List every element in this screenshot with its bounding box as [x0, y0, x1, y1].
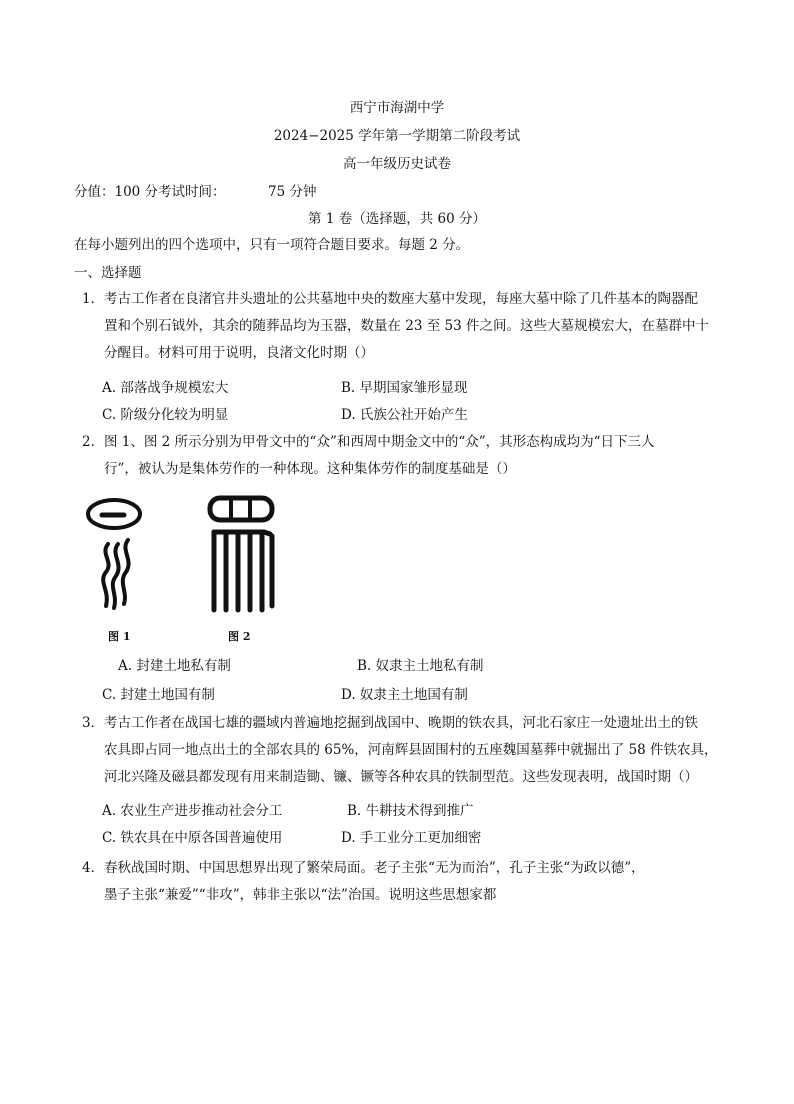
question-3-line-1: 考古工作者在战国七雄的疆域内普遍地挖掘到战国中、晚期的铁农具，河北石家庄一处遗址出土的铁 — [104, 715, 698, 731]
part-title: 第 1 卷（选择题，共 60 分） — [308, 211, 486, 227]
question-2-option-c[interactable]: C. 封建土地国有制 — [102, 687, 215, 703]
question-4-line-1: 春秋战国时期、中国思想界出现了繁荣局面。老子主张“无为而治”，孔子主张“为政以德”， — [104, 860, 645, 876]
question-2-line-2: 行”，被认为是集体劳作的一种体现。这种集体劳作的制度基础是（） — [104, 461, 516, 477]
question-1-option-c[interactable]: C. 阶级分化较为明显 — [102, 407, 229, 423]
question-1-line-2: 置和个别石钺外，其余的随葬品均为玉器，数量在 23 至 53 件之间。这些大墓规模宏大，在墓群中十 — [104, 318, 710, 334]
question-3-option-b[interactable]: B. 牛耕技术得到推广 — [347, 803, 474, 819]
figure-1-oracle-bone-character — [80, 494, 152, 616]
question-3-option-c[interactable]: C. 铁农具在中原各国普遍使用 — [102, 830, 283, 846]
question-2-option-b[interactable]: B. 奴隶主土地私有制 — [357, 658, 484, 674]
question-1-option-b[interactable]: B. 早期国家雏形显现 — [341, 380, 468, 396]
question-2-line-1: 图 1、图 2 所示分别为甲骨文中的“众”和西周中期金文中的“众”，其形态构成均为“日下三人 — [104, 434, 655, 450]
question-2-option-a[interactable]: A. 封建土地私有制 — [118, 658, 231, 674]
question-1-line-1: 考古工作者在良渚官井头遗址的公共墓地中央的数座大墓中发现，每座大墓中除了几件基本的陶器配 — [104, 291, 698, 307]
exam-term: 2024−2025 学年第一学期第二阶段考试 — [273, 128, 521, 144]
instructions: 在每小题列出的四个选项中，只有一项符合题目要求。每题 2 分。 — [74, 237, 470, 253]
figure-2-caption: 图 2 — [228, 630, 251, 643]
question-3-number: 3． — [82, 715, 105, 731]
question-2-number: 2． — [82, 434, 105, 450]
question-1-option-d[interactable]: D. 氏族公社开始产生 — [341, 407, 468, 423]
exam-duration: 75 分钟 — [268, 184, 317, 200]
question-3-option-a[interactable]: A. 农业生产进步推动社会分工 — [102, 803, 283, 819]
paper-title: 高一年级历史试卷 — [343, 156, 451, 172]
figure-1-caption: 图 1 — [108, 630, 131, 643]
figure-2-bronze-inscription-character — [204, 492, 284, 620]
section-heading: 一、选择题 — [74, 265, 142, 281]
question-4-line-2: 墨子主张“兼爱”“非攻”，韩非主张以“法”治国。说明这些思想家都 — [104, 887, 497, 903]
question-4-number: 4． — [82, 860, 105, 876]
score-time-label: 分值：100 分考试时间： — [74, 184, 226, 200]
question-2-option-d[interactable]: D. 奴隶主土地国有制 — [341, 687, 468, 703]
question-1-line-3: 分醒目。材料可用于说明，良渚文化时期（） — [104, 345, 374, 361]
question-3-line-3: 河北兴隆及磁县都发现有用来制造锄、镰、镢等各种农具的铁制型范。这些发现表明，战国时期（） — [104, 769, 698, 785]
question-3-line-2: 农具即占同一地点出土的全部农具的 65%，河南辉县固围村的五座魏国墓葬中就掘出了 58 件铁农具， — [104, 742, 718, 758]
question-3-option-d[interactable]: D. 手工业分工更加细密 — [341, 830, 482, 846]
school-name: 西宁市海湖中学 — [349, 100, 445, 116]
question-1-option-a[interactable]: A. 部落战争规模宏大 — [102, 380, 229, 396]
question-1-number: 1． — [82, 291, 105, 307]
